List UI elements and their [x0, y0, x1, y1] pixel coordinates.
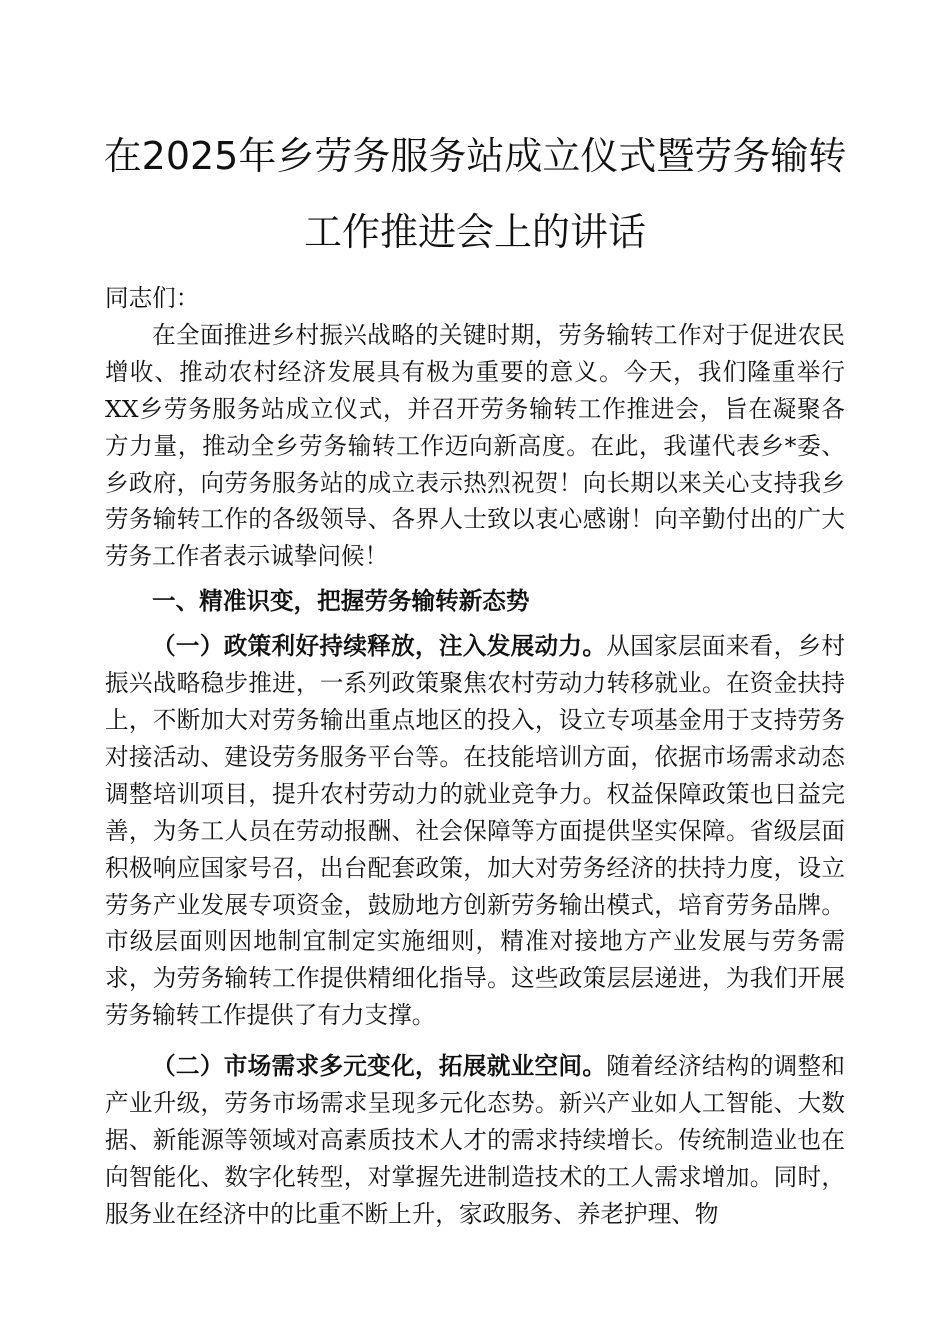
document-body: [105, 280, 845, 1233]
section-heading-1: 一、精准识变，把握劳务输转新态势: [152, 587, 530, 616]
document-title: 在2025年乡劳务服务站成立仪式暨劳务输转工作推进会上的讲话: [103, 134, 847, 254]
salutation: 同志们：: [105, 284, 200, 312]
subsection-1-text: 从国家层面来看，乡村振兴战略稳步推进，一系列政策聚焦农村劳动力转移就业。在资金扶持上，不断加大对劳务输出重点地区的投入，设立专项基金用于支持劳务对接活动、建设劳务服务平台等。在技能培训方面，依据市场需求动态调整培训项目，提升农村劳动力的就业竞争力。权益保障政策也日益完善，为务工人员在劳动报酬、社会保障等方面提供坚实保障。省级层面积极响应国家号召，出台配套政策，加大对劳务经济的扶持力度，设立劳务产业发展专项资金，鼓励地方创新劳务输出模式，培育劳务品牌。市级层面则因地制宜制定实施细则，精准对接地方产业发展与劳务需求，为劳务输转工作提供精细化指导。这些政策层层递进，为我们开展劳务输转工作提供了有力支撑。: [105, 632, 846, 1030]
subsection-2-paragraph: [105, 1048, 845, 1233]
subsection-2-lead: （二）市场需求多元变化，拓展就业空间。: [152, 1052, 607, 1081]
subsection-2-text: 随着经济结构的调整和产业升级，劳务市场需求呈现多元化态势。新兴产业如人工智能、大数据、新能源等领域对高素质技术人才的需求持续增长。传统制造业也在向智能化、数字化转型，对掌握先进制造技术的工人需求增加。同时，服务业在经济中的比重不断上升，家政服务、养老护理、物: [105, 1052, 846, 1228]
subsection-1-lead: （一）政策利好持续释放，注入发展动力。: [152, 632, 607, 661]
intro-paragraph: 在全面推进乡村振兴战略的关键时期，劳务输转工作对于促进农民增收、推动农村经济发展具有极为重要的意义。今天，我们隆重举行XX乡劳务服务站成立仪式，并召开劳务输转工作推进会，旨在凝聚各方力量，推动全乡劳务输转工作迈向新高度。在此，我谨代表乡*委、乡政府，向劳务服务站的成立表示热烈祝贺！向长期以来关心支持我乡劳务输转工作的各级领导、各界人士致以衷心感谢！向辛勤付出的广大劳务工作者表示诚挚问候！: [105, 320, 845, 571]
subsection-1-paragraph: [105, 628, 845, 1034]
